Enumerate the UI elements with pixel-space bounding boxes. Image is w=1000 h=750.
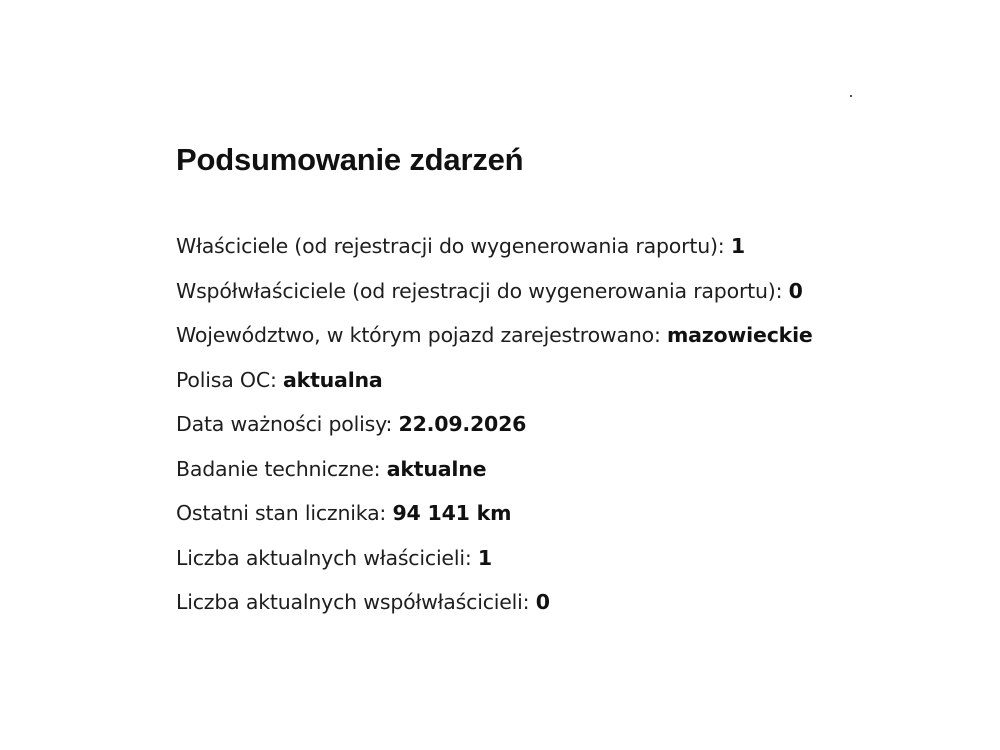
row-label: Polisa OC:: [176, 367, 283, 392]
summary-row-odometer: [176, 491, 956, 536]
summary-row-technical-inspection: [176, 447, 956, 492]
summary-row-current-co-owners: [176, 580, 956, 625]
summary-row-co-owners: [176, 269, 956, 314]
row-value: aktualne: [386, 456, 487, 481]
stray-dot: [850, 95, 852, 97]
row-value: 22.09.2026: [398, 412, 527, 436]
row-label: Ostatni stan licznika:: [176, 501, 393, 525]
summary-row-voivodeship: [176, 313, 956, 358]
summary-list: [176, 224, 956, 625]
row-value: aktualna: [283, 367, 383, 392]
row-label: Badanie techniczne:: [176, 456, 387, 481]
row-label: Liczba aktualnych właścicieli:: [176, 545, 478, 570]
summary-row-owners: [176, 224, 956, 269]
summary-title: Podsumowanie zdarzeń: [176, 142, 524, 177]
row-value: mazowieckie: [667, 323, 813, 347]
row-label: Liczba aktualnych współwłaścicieli:: [176, 590, 536, 614]
row-value: 0: [535, 590, 550, 614]
row-label: Współwłaściciele (od rejestracji do wygenerowania raportu):: [176, 278, 789, 303]
row-label: Województwo, w którym pojazd zarejestrowano:: [176, 323, 668, 347]
summary-row-policy-expiry: [176, 402, 956, 447]
summary-row-oc-policy: [176, 358, 956, 403]
row-value: 0: [788, 278, 803, 303]
row-value: 94 141 km: [392, 501, 512, 525]
event-summary: [176, 140, 956, 625]
row-label: Właściciele (od rejestracji do wygenerowania raportu):: [176, 234, 731, 258]
row-label: Data ważności polisy:: [176, 412, 399, 436]
row-value: 1: [477, 545, 492, 570]
row-value: 1: [730, 234, 745, 258]
summary-row-current-owners: [176, 536, 956, 581]
